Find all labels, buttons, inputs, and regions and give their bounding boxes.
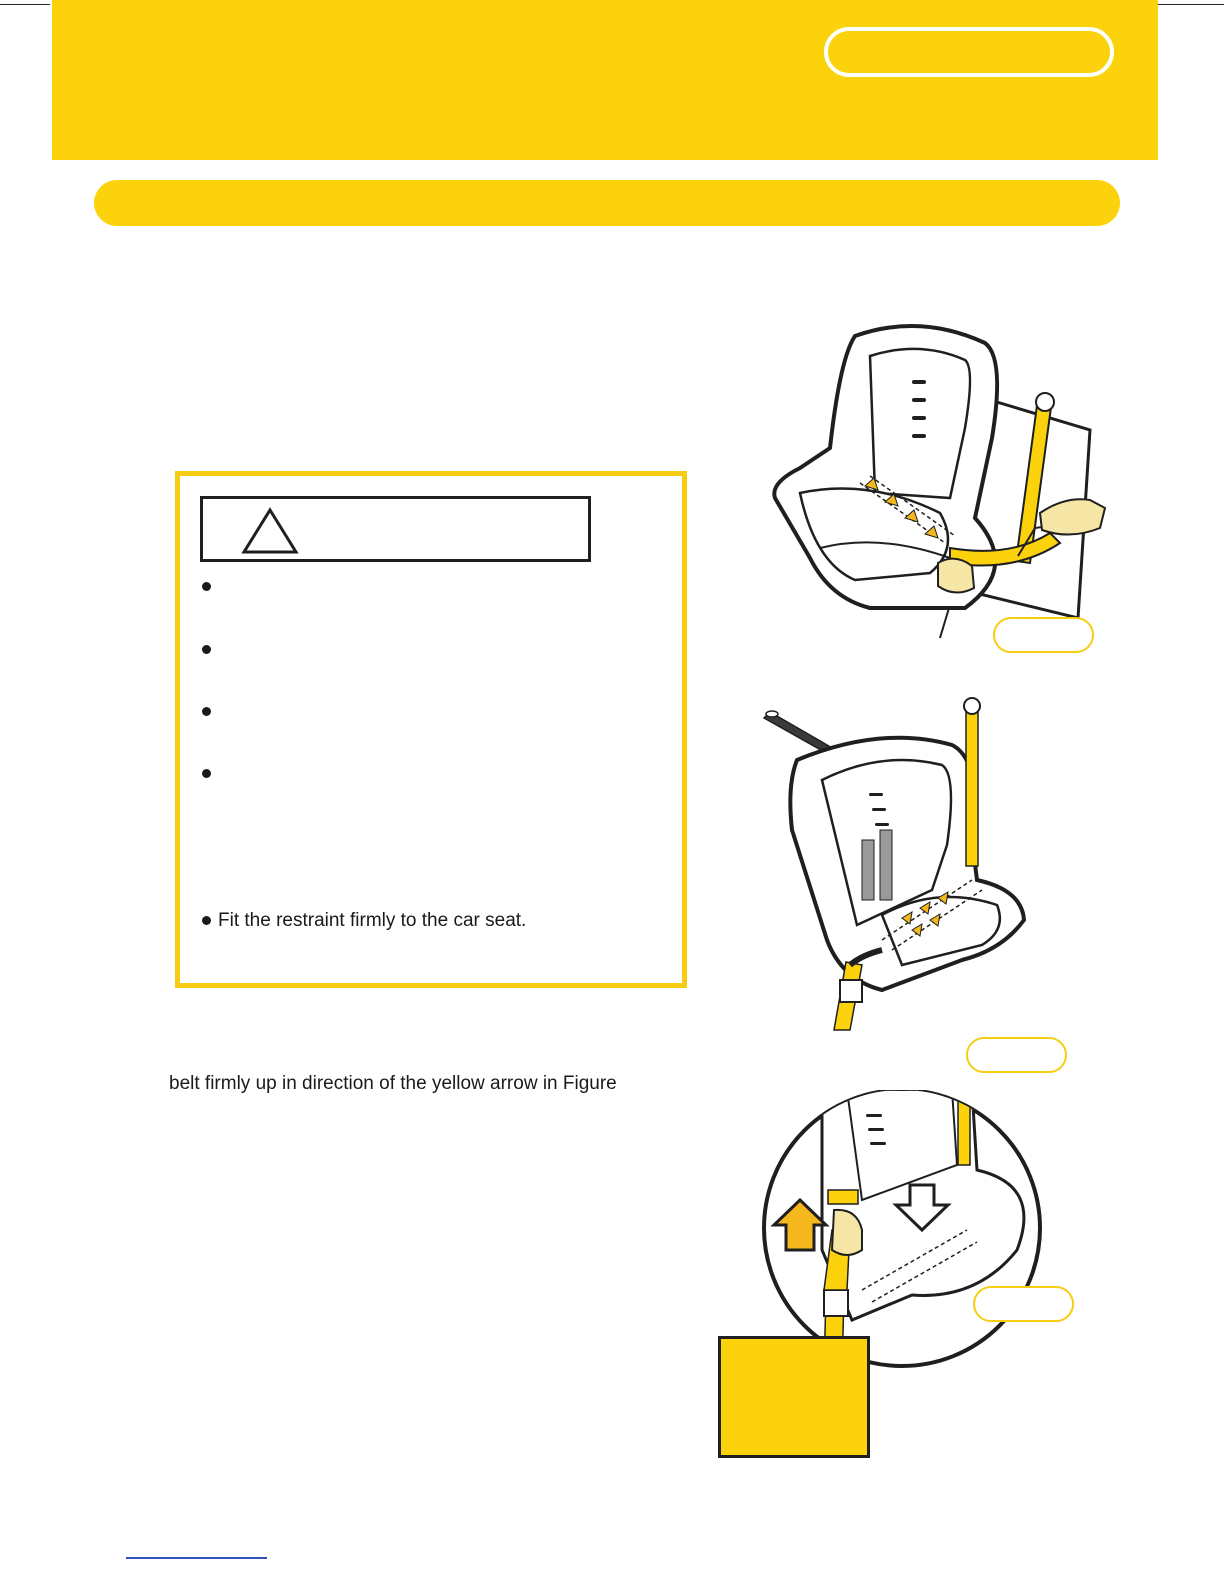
header-band bbox=[52, 0, 1158, 160]
bullet-icon bbox=[202, 916, 211, 925]
figure-1-label bbox=[993, 617, 1094, 653]
header-pill bbox=[824, 27, 1114, 77]
footer-link-underline bbox=[126, 1557, 267, 1559]
bullet-icon bbox=[202, 645, 211, 654]
corner-tab-box bbox=[718, 1336, 870, 1458]
bullet-icon bbox=[202, 707, 211, 716]
crop-mark-right bbox=[1152, 4, 1224, 5]
warning-box bbox=[175, 471, 687, 988]
figure-1-seat-belt-routing bbox=[760, 318, 1120, 653]
bullet-icon bbox=[202, 582, 211, 591]
section-title-bar bbox=[94, 180, 1120, 226]
warning-item-5: Fit the restraint firmly to the car seat. bbox=[218, 910, 527, 931]
figure-2-seat-belt-tightening bbox=[762, 690, 1042, 1040]
crop-mark-left bbox=[0, 4, 50, 5]
figure-2-label bbox=[966, 1037, 1067, 1073]
instruction-text: belt firmly up in direction of the yellow arrow in Figure bbox=[169, 1073, 617, 1094]
warning-triangle-icon bbox=[241, 506, 299, 556]
figure-3-label bbox=[973, 1286, 1074, 1322]
bullet-icon bbox=[202, 769, 211, 778]
warning-heading-box bbox=[200, 496, 591, 562]
